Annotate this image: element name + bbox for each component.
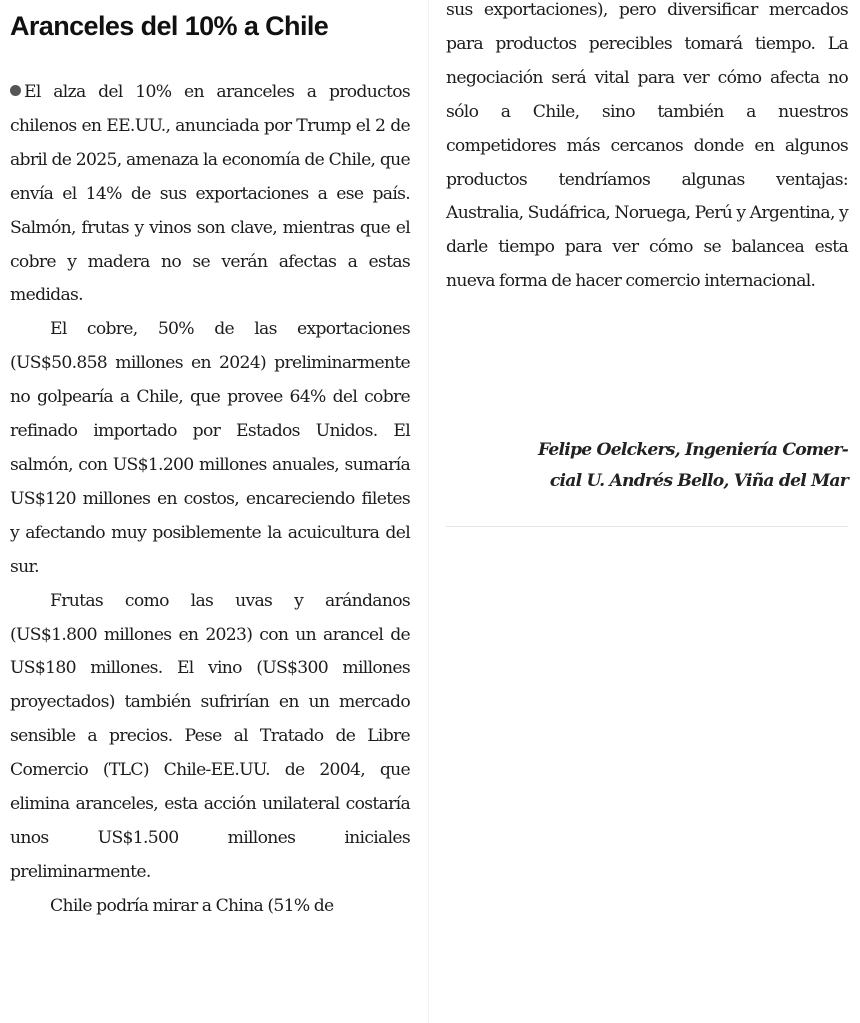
letter-headline: Aranceles del 10% a Chile <box>10 11 329 41</box>
letter-signature <box>446 435 848 497</box>
paragraph-1-text: El alza del 10% en aranceles a productos chilenos en EE.UU., anunciada por Trump el 2 de abril de 2025, amenaza la economía de Chile, que envía el 14% de sus exportaciones a ese país. Salmón, frutas y vinos son clave, mientras que el cobre y madera no se verán afectas a estas medidas. <box>10 82 410 306</box>
letter-left-column <box>10 0 410 1023</box>
paragraph-3: Frutas como las uvas y arándanos (US$1.800 millones en 2023) con un arancel de US$180 millones. El vino (US$300 millones proyectados) también sufrirían en un mercado sensible a precios. Pese al Tratado de Libre Comercio (TLC) Chile-EE.UU. de 2004, que elimina aranceles, esta acción unilateral costaría unos US$1.500 millones iniciales preliminarmente. <box>10 590 410 882</box>
paragraph-1 <box>10 76 410 313</box>
bullet-icon <box>10 85 21 96</box>
paragraph-continuation: sus exportaciones), pero diversificar mercados para productos perecibles tomará tiempo. La negociación será vital para ver cómo afecta no sólo a Chile, sino también a nuestros competidores más cercanos donde en algunos productos tendríamos algunas ventajas: Australia, Sudáfrica, Noruega, Perú y Argentina, y darle tiempo para ver cómo se balancea esta nueva forma de hacer comercio internacional. <box>446 0 848 292</box>
paragraph-4: Chile podría mirar a China (51% de <box>50 895 334 916</box>
signature-line-2: cial U. Andrés Bello, Viña del Mar <box>549 471 848 491</box>
letter-body <box>10 76 410 924</box>
letter-continuation <box>446 0 848 299</box>
column-divider <box>428 0 429 1023</box>
letter-right-column <box>446 0 848 527</box>
signature-line-1: Felipe Oelckers, Ingeniería Comer- <box>537 440 848 460</box>
paragraph-2: El cobre, 50% de las exportaciones (US$50.858 millones en 2024) preliminarmente no golpearía a Chile, que provee 64% del cobre refinado importado por Estados Unidos. El salmón, con US$1.200 millones anuales, sumaría US$120 millones en costos, encareciendo filetes y afectando muy posiblemente la acuicultura del sur. <box>10 319 410 577</box>
